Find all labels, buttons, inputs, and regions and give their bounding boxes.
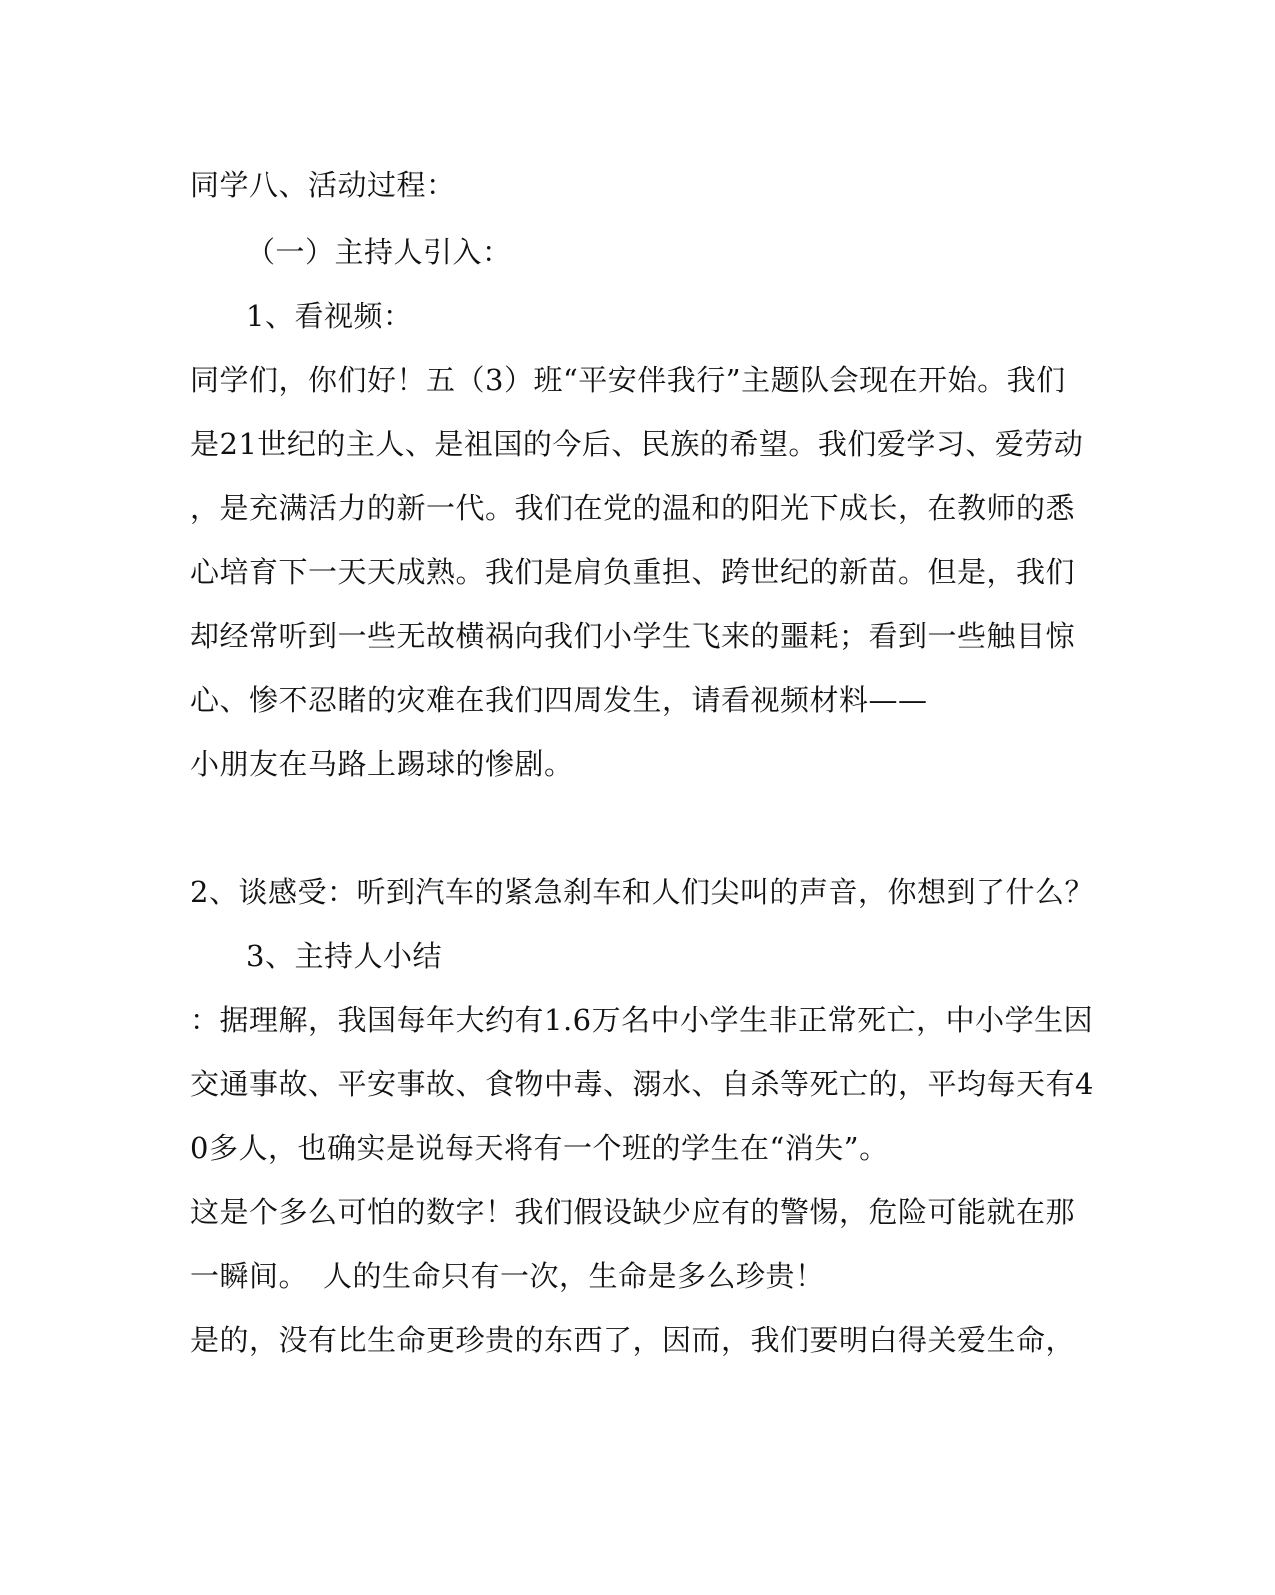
section-heading: 同学八、活动过程：	[190, 168, 456, 202]
paragraph-line: 是的，没有比生命更珍贵的东西了，因而，我们要明白得关爱生命，	[190, 1323, 1076, 1357]
item-heading: 1、看视频：	[246, 299, 413, 333]
paragraph-line: 交通事故、平安事故、食物中毒、溺水、自杀等死亡的，平均每天有4	[190, 1067, 1094, 1101]
paragraph-line: 心、惨不忍睹的灾难在我们四周发生，请看视频材料——	[190, 683, 928, 717]
paragraph-line: 同学们，你们好！五（3）班“平安伴我行”主题队会现在开始。我们	[190, 363, 1066, 397]
paragraph-line: ，是充满活力的新一代。我们在党的温和的阳光下成长，在教师的悉	[190, 491, 1076, 525]
item-heading: 2、谈感受：听到汽车的紧急刹车和人们尖叫的声音，你想到了什么？	[190, 875, 1094, 909]
paragraph-line: 小朋友在马路上踢球的惨剧。	[190, 747, 574, 781]
paragraph-line: 一瞬间。 人的生命只有一次，生命是多么珍贵！	[190, 1259, 825, 1293]
item-heading: 3、主持人小结	[246, 939, 442, 973]
paragraph-line: ：据理解，我国每年大约有1.6万名中小学生非正常死亡，中小学生因	[190, 1003, 1094, 1037]
paragraph-line: 心培育下一天天成熟。我们是肩负重担、跨世纪的新苗。但是，我们	[190, 555, 1076, 589]
paragraph-line: 这是个多么可怕的数字！我们假设缺少应有的警惕，危险可能就在那	[190, 1195, 1076, 1229]
paragraph-line: 却经常听到一些无故横祸向我们小学生飞来的噩耗；看到一些触目惊	[190, 619, 1076, 653]
paragraph-line: 0多人，也确实是说每天将有一个班的学生在“消失”。	[190, 1131, 889, 1165]
subsection-heading: （一）主持人引入：	[246, 235, 512, 269]
paragraph-line: 是21世纪的主人、是祖国的今后、民族的希望。我们爱学习、爱劳动	[190, 427, 1084, 461]
